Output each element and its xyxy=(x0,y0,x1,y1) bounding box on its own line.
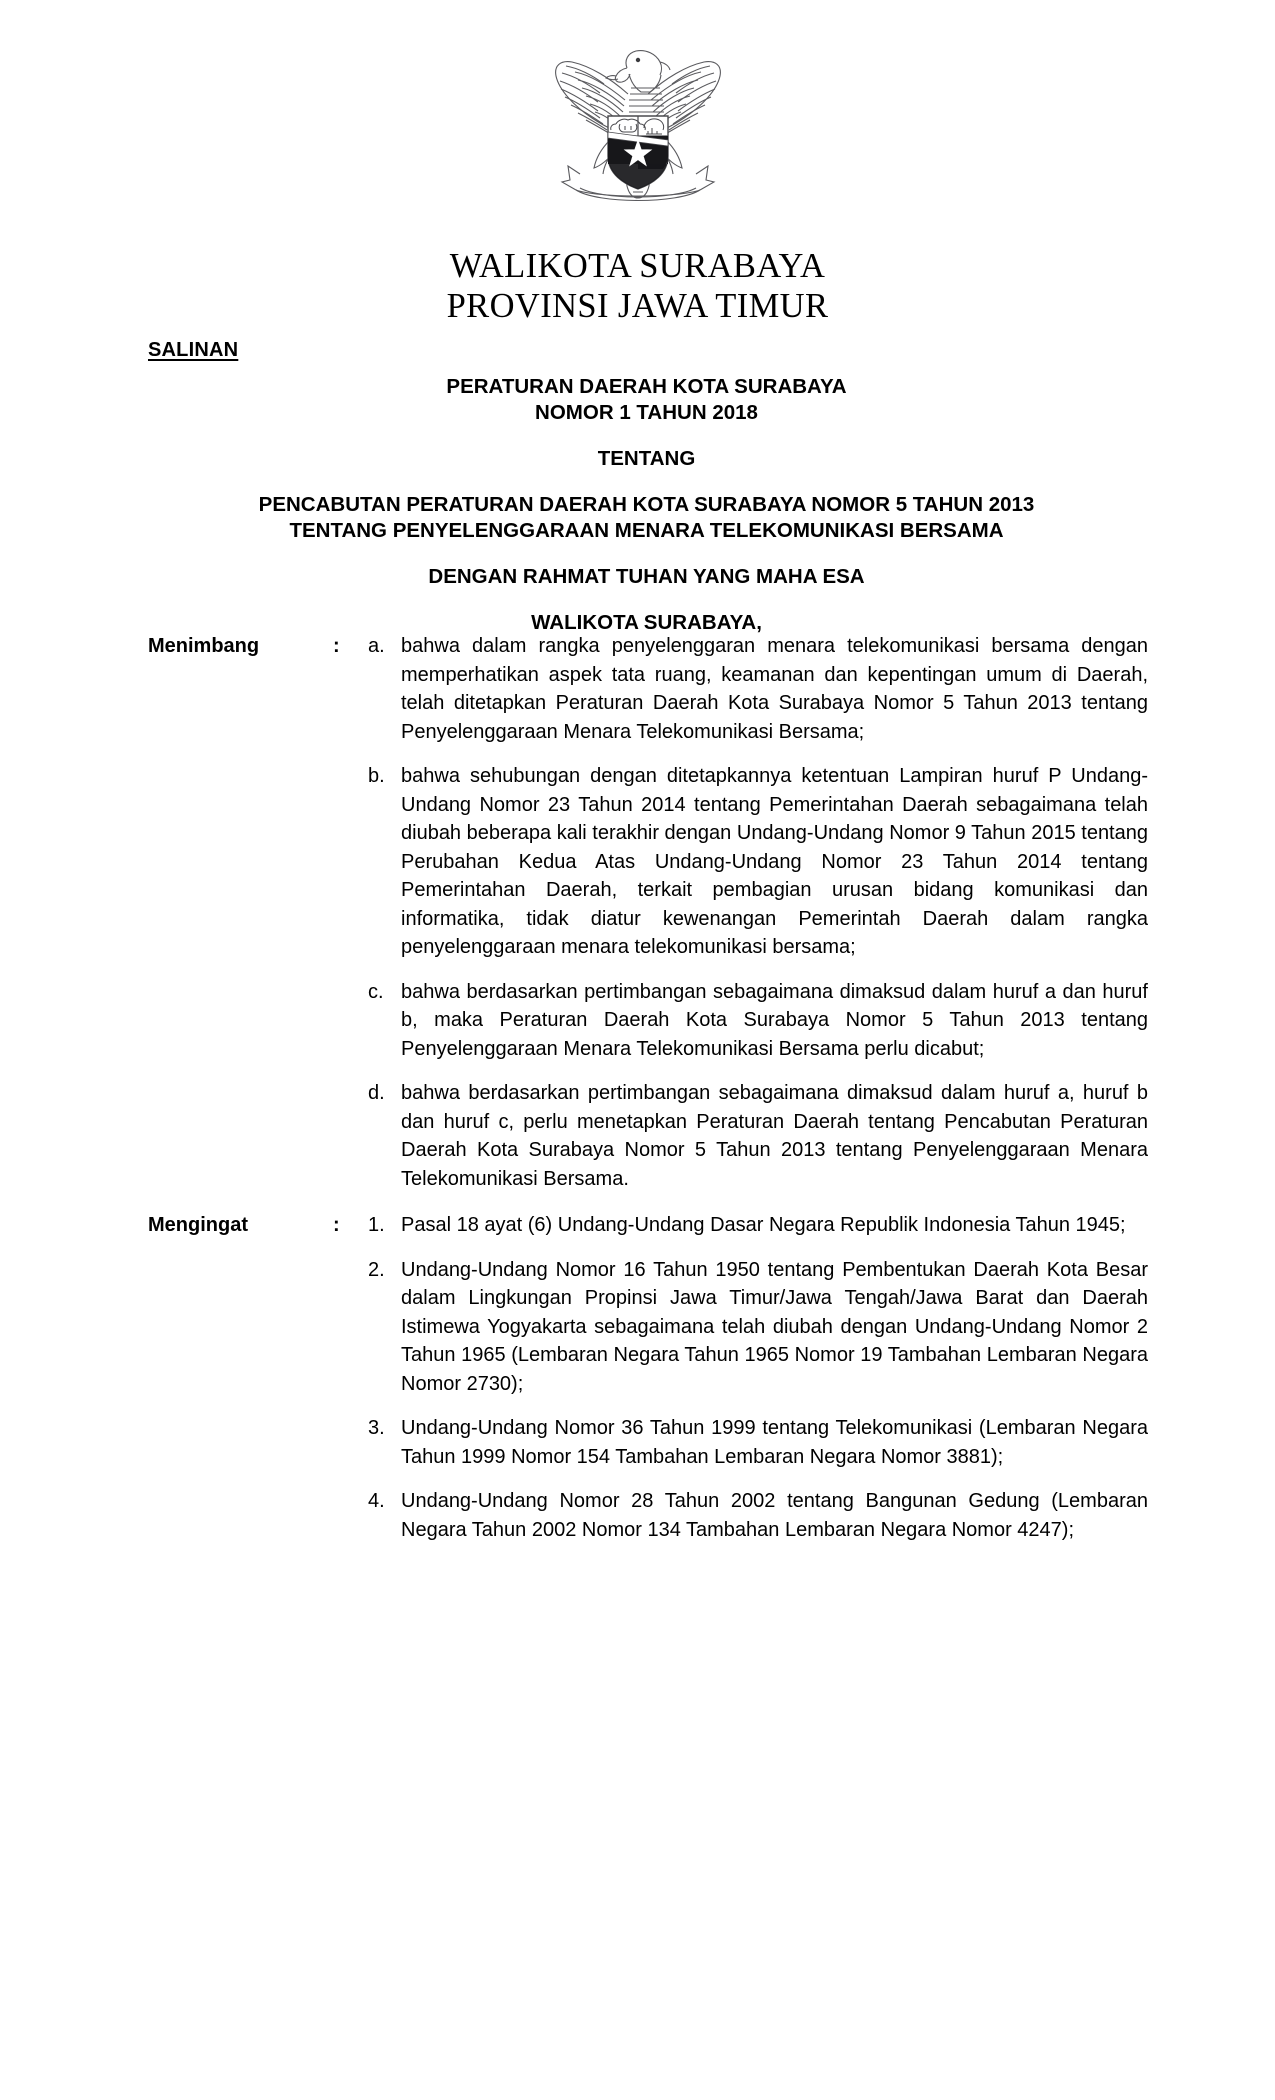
item-marker: b. xyxy=(368,765,385,787)
list-item xyxy=(368,1211,1148,1240)
legal-basis-section xyxy=(148,1211,1148,1544)
list-item xyxy=(368,1256,1148,1399)
item-text: bahwa dalam rangka penyelenggaran menara telekomunikasi bersama dengan memperhatikan aspek tata ruang, keamanan dan kepentingan umum di Daerah, telah ditetapkan Peraturan Daerah Kota Surabaya Nomor 5 Tahun 2013 tentang Penyelenggaraan Menara Telekomunikasi Bersama; xyxy=(401,635,1148,743)
item-text: Pasal 18 ayat (6) Undang-Undang Dasar Negara Republik Indonesia Tahun 1945; xyxy=(401,1214,1126,1236)
regulation-title: PERATURAN DAERAH KOTA SURABAYA xyxy=(446,375,847,398)
item-text: bahwa berdasarkan pertimbangan sebagaimana dimaksud dalam huruf a, huruf b dan huruf c, perlu menetapkan Peraturan Daerah tentang Pencabutan Peraturan Daerah Kota Surabaya Nomor 5 Tahun 2013 tentang Penyelenggaraan Menara Telekomunikasi Bersama. xyxy=(401,1082,1148,1190)
copy-mark: SALINAN xyxy=(148,339,239,361)
regulation-number: NOMOR 1 TAHUN 2018 xyxy=(535,401,758,424)
considerations-colon: : xyxy=(333,635,340,657)
item-text: Undang-Undang Nomor 16 Tahun 1950 tentang Pembentukan Daerah Kota Besar dalam Lingkungan Propinsi Jawa Timur/Jawa Tengah/Jawa Barat dan Daerah Istimewa Yogyakarta sebagaimana telah diubah dengan Undang-Undang Nomor 2 Tahun 1965 (Lembaran Negara Tahun 1965 Nomor 19 Tambahan Lembaran Negara Nomor 2730); xyxy=(401,1258,1148,1395)
authority-line: WALIKOTA SURABAYA, xyxy=(531,611,762,634)
document-header xyxy=(0,246,1275,326)
item-marker: 3. xyxy=(368,1417,385,1439)
item-marker: 1. xyxy=(368,1214,385,1236)
legal-basis-label: Mengingat xyxy=(148,1214,248,1236)
header-line-city: WALIKOTA SURABAYA xyxy=(449,247,826,285)
about-label: TENTANG xyxy=(597,447,696,470)
item-text: Undang-Undang Nomor 36 Tahun 1999 tentang Telekomunikasi (Lembaran Negara Tahun 1999 Nomor 154 Tambahan Lembaran Negara Nomor 3881); xyxy=(401,1417,1148,1468)
list-item xyxy=(368,1079,1148,1193)
legal-basis-items xyxy=(368,1211,1148,1544)
invocation-line: DENGAN RAHMAT TUHAN YANG MAHA ESA xyxy=(428,565,865,588)
item-marker: 4. xyxy=(368,1490,385,1512)
subject-line-1: PENCABUTAN PERATURAN DAERAH KOTA SURABAYA NOMOR 5 TAHUN 2013 xyxy=(258,493,1035,516)
list-item xyxy=(368,632,1148,746)
considerations-section xyxy=(148,632,1148,1193)
item-text: bahwa berdasarkan pertimbangan sebagaimana dimaksud dalam huruf a dan huruf b, maka Peraturan Daerah Kota Surabaya Nomor 5 Tahun 2013 tentang Penyelenggaraan Menara Telekomunikasi Bersama perlu dicabut; xyxy=(401,980,1148,1060)
item-marker: c. xyxy=(368,980,384,1003)
considerations-label: Menimbang xyxy=(148,635,260,657)
item-marker: a. xyxy=(368,635,385,657)
header-line-province: PROVINSI JAWA TIMUR xyxy=(446,287,829,325)
item-text: bahwa sehubungan dengan ditetapkannya ketentuan Lampiran huruf P Undang-Undang Nomor 23 Tahun 2014 tentang Pemerintahan Daerah sebagaimana telah diubah beberapa kali terakhir dengan Undang-Undang Nomor 9 Tahun 2015 tentang Perubahan Kedua Atas Undang-Undang Nomor 23 Tahun 2014 tentang Pemerintahan Daerah, terkait pembagian urusan bidang komunikasi dan informatika, tidak diatur kewenangan Pemerintah Daerah dalam rangka penyelenggaraan menara telekomunikasi bersama; xyxy=(401,765,1148,958)
item-text: Undang-Undang Nomor 28 Tahun 2002 tentang Bangunan Gedung (Lembaran Negara Tahun 2002 Nomor 134 Tambahan Lembaran Negara Nomor 4247); xyxy=(401,1490,1148,1541)
emblem-container xyxy=(0,28,1275,211)
clauses-container xyxy=(148,632,1148,1544)
list-item xyxy=(368,978,1148,1064)
list-item xyxy=(368,1414,1148,1471)
subject-line-2: TENTANG PENYELENGGARAAN MENARA TELEKOMUNIKASI BERSAMA xyxy=(289,519,1004,542)
considerations-items xyxy=(368,632,1148,1193)
item-marker: 2. xyxy=(368,1258,385,1281)
list-item xyxy=(368,762,1148,962)
list-item xyxy=(368,1487,1148,1544)
legal-basis-colon: : xyxy=(333,1214,340,1236)
title-block xyxy=(148,374,1145,636)
item-marker: d. xyxy=(368,1082,385,1104)
garuda-pancasila-emblem xyxy=(532,28,744,206)
